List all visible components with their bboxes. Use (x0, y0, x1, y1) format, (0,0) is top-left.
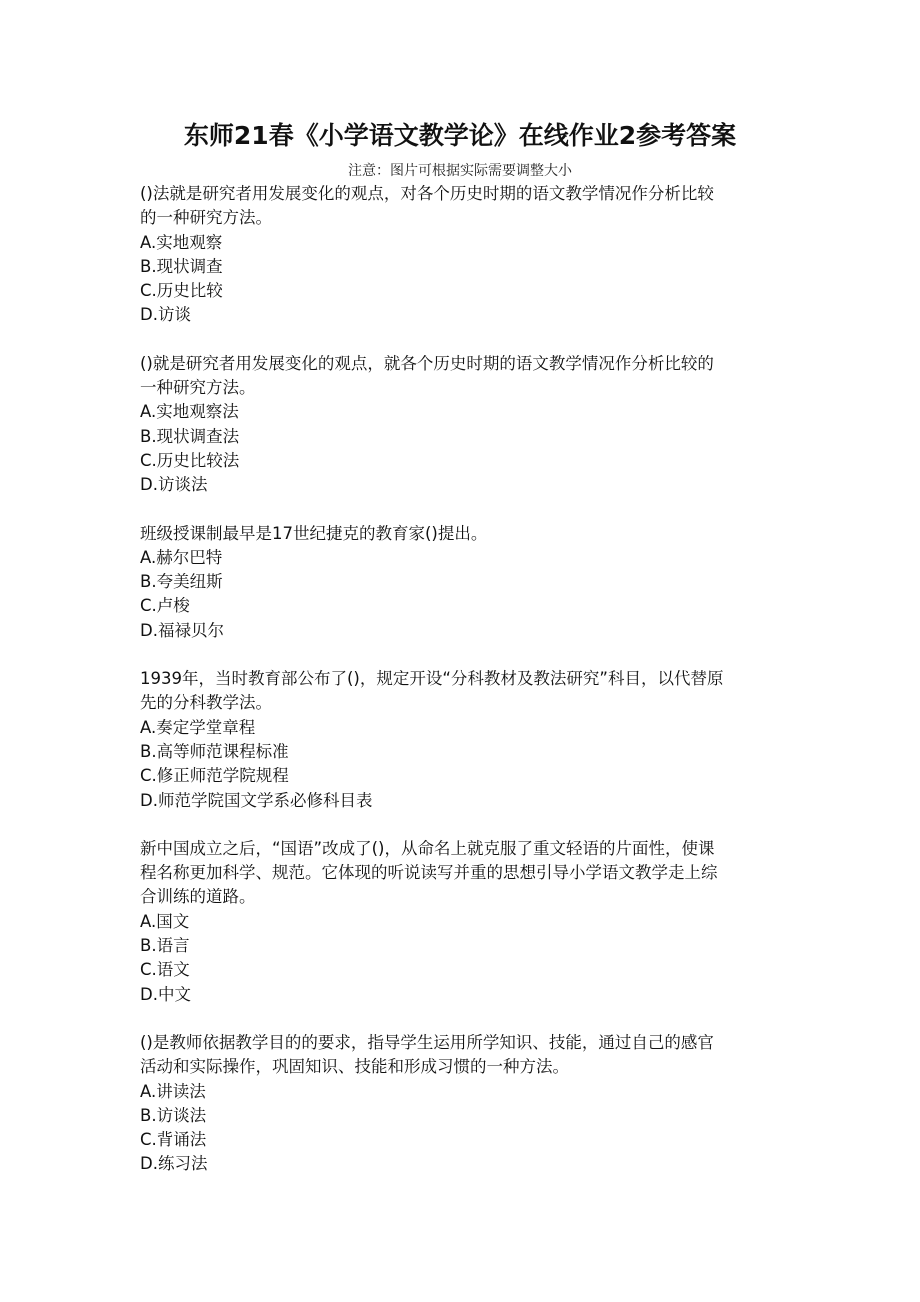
stem-line: 班级授课制最早是17世纪捷克的教育家()提出。 (140, 523, 488, 543)
question-3 (140, 522, 785, 643)
question-stem (140, 837, 785, 910)
question-5 (140, 837, 785, 1007)
option-a: A.奏定学堂章程 (140, 717, 256, 737)
option-d: D.中文 (140, 984, 191, 1004)
option-b: B.语言 (140, 936, 190, 956)
option-b: B.高等师范课程标准 (140, 741, 289, 761)
question-2 (140, 352, 785, 498)
option-a: A.赫尔巴特 (140, 547, 223, 567)
stem-line: ()就是研究者用发展变化的观点，就各个历史时期的语文教学情况作分析比较的 (140, 353, 714, 373)
stem-line: 新中国成立之后，“国语”改成了()，从命名上就克服了重文轻语的片面性，使课 (140, 838, 715, 858)
stem-line: ()法就是研究者用发展变化的观点，对各个历史时期的语文教学情况作分析比较 (140, 184, 714, 203)
option-b: B.访谈法 (140, 1105, 207, 1125)
option-c: C.语文 (140, 960, 190, 980)
option-d: D.师范学院国文学系必修科目表 (140, 790, 373, 810)
question-6 (140, 1031, 785, 1177)
stem-line: 的一种研究方法。 (140, 208, 272, 228)
option-b: B.现状调查 (140, 256, 223, 276)
question-stem (140, 352, 785, 401)
option-d: D.练习法 (140, 1154, 208, 1174)
stem-line: 活动和实际操作，巩固知识、技能和形成习惯的一种方法。 (140, 1057, 569, 1077)
option-a: A.讲读法 (140, 1081, 206, 1101)
document-title: 东师21春《小学语文教学论》在线作业2参考答案 (183, 121, 737, 150)
question-stem (140, 182, 785, 231)
question-stem (140, 1031, 785, 1080)
stem-line: 先的分科教学法。 (140, 693, 272, 713)
option-d: D.福禄贝尔 (140, 620, 224, 640)
question-4 (140, 667, 785, 813)
option-c: C.卢梭 (140, 596, 190, 616)
option-c: C.背诵法 (140, 1130, 207, 1150)
option-a: A.实地观察 (140, 232, 223, 252)
stem-line: 1939年，当时教育部公布了()，规定开设“分科教材及教法研究”科目，以代替原 (140, 669, 724, 689)
stem-line: ()是教师依据教学目的的要求，指导学生运用所学知识、技能，通过自己的感官 (140, 1032, 714, 1052)
option-a: A.实地观察法 (140, 402, 239, 422)
option-b: B.现状调查法 (140, 426, 240, 446)
option-c: C.历史比较法 (140, 450, 240, 470)
option-b: B.夸美纽斯 (140, 572, 223, 592)
question-list (140, 182, 785, 1201)
question-1 (140, 182, 785, 328)
question-stem (140, 667, 785, 716)
option-d: D.访谈 (140, 305, 191, 325)
option-a: A.国文 (140, 911, 190, 931)
stem-line: 合训练的道路。 (140, 887, 256, 907)
option-d: D.访谈法 (140, 475, 208, 495)
document-note: 注意：图片可根据实际需要调整大小 (348, 163, 572, 179)
option-c: C.历史比较 (140, 281, 223, 301)
stem-line: 程名称更加科学、规范。它体现的听说读写并重的思想引导小学语文教学走上综 (140, 863, 718, 883)
option-c: C.修正师范学院规程 (140, 766, 289, 786)
question-stem (140, 522, 785, 546)
stem-line: 一种研究方法。 (140, 378, 256, 398)
